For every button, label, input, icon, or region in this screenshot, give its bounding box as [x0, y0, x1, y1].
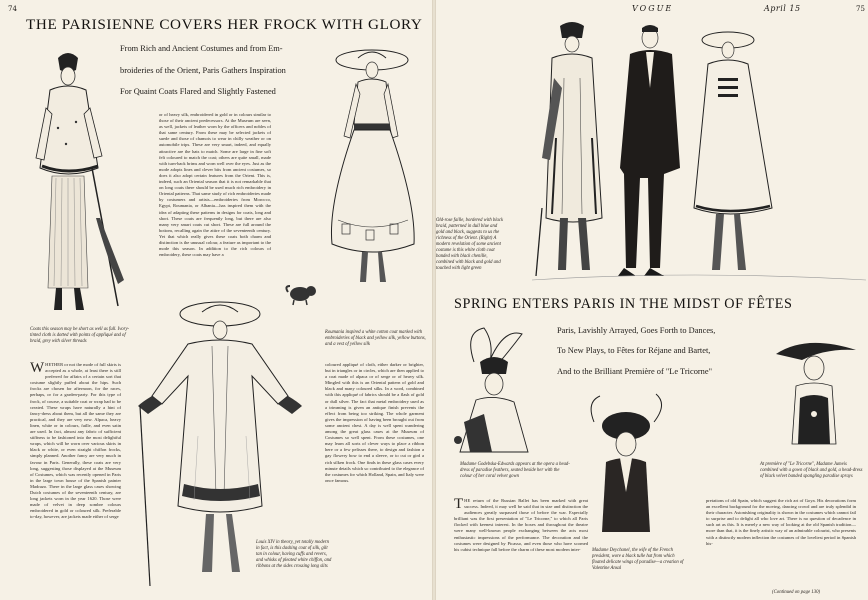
left-headline: THE PARISIENNE COVERS HER FROCK WITH GLORY	[26, 16, 423, 33]
right-page	[436, 0, 868, 600]
left-dropcap: W	[30, 362, 45, 376]
right-body-column-a-text: HE return of the Russian Ballet has been marked with great success. Indeed, it may well be said that in size and distinction the audiences greatly surpassed those of before the war. Especially brilliant was the first presentation of "Le Tricorne," to which all Paris flocked with keenest interest. In the boxes and throughout the theatre were many well-known people exchanging between the acts most enthusiastic impressions of the performance. The decoration and the costumes were designed by Picasso, and even those who have scorned his cubist technique fall before the charm of these most modern inter-	[454, 498, 588, 552]
left-page	[0, 0, 432, 600]
left-subhead-3: For Quaint Coats Flared and Slightly Fastened	[120, 87, 276, 96]
right-caption-deychanel: Madame Deychanel, the wife of the French president, wore a black tulle hat from which floated delicate wings of paradise—a creation of Valentine Ansal	[592, 548, 684, 571]
left-subhead-2: broideries of the Orient, Paris Gathers Inspiration	[120, 66, 286, 75]
feather-headdress-portrait-illustration	[444, 322, 548, 462]
paradise-spray-portrait-illustration	[766, 334, 866, 456]
left-body-column-a: or of heavy silk, embroidered in gold or in colours similar to those of their ancient predecessors. At the Museum are seen, as well, jackets of leather worn by the officers and nobles of that same century. From these may be selected jackets of suede and those of chamois to wear in chilly weather or on automobile trips. These are very smart, indeed, and equally attractive are the hats to match. Some are large in fine soft felt coloured to match the coat; others are quite small, made with turn-back brims and worn well over the eyes. Just as the mode adopts lines and clever bits from ancient costumes, so does it also adopt certain features from the Orient. This is, indeed, such an Oriental season that it is not remarkable that on long coats there should be used much rich embroidery in Oriental patterns. That same study of rich embroideries made by costumers and artists—embroideries from Morocco, Egypt, Roumania, or Albania—has inspired them with the idea of adapting these patterns in designs for coats, long and short. These coats are frequently long, but there are also many very smart coats cut short. These are full around the bottom, recalling again the attire of the seventeenth century. Yet that which really gives these coats both charm and distinction is the unusual colour, a feature as important to the mode this season. In addition to the rich colours of embroidery, these coats may have a	[159, 112, 271, 258]
three-figures-group-illustration	[532, 18, 866, 288]
full-skirt-figure-illustration	[310, 44, 428, 304]
left-body-column-c: coloured appliqué of cloth, either darker or brighter, but in triangles or in circles, which are then applied to a coat made of alpaca or of serge or of heavy silk. Mingled with this is an Oriental pattern of gold and black and many coloured silks. In a word, combined with this appliqué of fabrics should be a flash of gold or dull silver. The fact that metal embroidery used as a trimming is given an antique finish prevents the effect from being too striking. The whole garment gives the impression of having been brought out from some ancient chest. A day is well spent wandering among the great glass cases at the Museum of Costumes so well spent. From these costumes, one may learn all sorts of clever ways to place a ribbon here or a few pelisses there, to design and fashion a gay flowery bow to end a sleeve, or to cut or gird a rich silken frock. One finds in these glass cases every minute details which so contributed to the elegance of the costumes for which Holland, Spain, and Italy were once famous.	[325, 362, 424, 483]
right-caption-godebska: Madame Godebska-Edwards appears at the opera a head-dress of paradise feathers, seated beside her with the colour of her coral velvet gown	[460, 462, 570, 479]
left-folio: 74	[8, 5, 17, 13]
right-dropcap: T	[454, 498, 464, 512]
right-subhead-2: To New Plays, to Fêtes for Réjane and Bartet,	[557, 346, 711, 355]
left-caption-short-coat: Coats this season may be short as well as full. Ivory-tinted cloth is dotted with points of appliqué and of braid, grey with silver threads	[30, 327, 130, 344]
short-coat-figure-illustration	[18, 48, 130, 324]
left-subhead-1: From Rich and Ancient Costumes and from Em-	[120, 44, 283, 53]
right-body-column-a	[454, 498, 588, 596]
right-subhead-3: And to the Brilliant Première of "Le Tricorne"	[557, 367, 712, 376]
running-head: VOGUE	[632, 4, 674, 13]
right-caption-le-tricorne: At première of "Le Tricorne", Madame Jumeis combined with a gown of black and gold, a head-dress of black velvet banded spangling paradise sprays	[760, 462, 863, 479]
right-body-column-b: pretations of old Spain, which suggest the rich art of Goya. His decorations form an excellent background for the moving, dancing crowd and are truly splendid in their character. Astonishing originality is shown in the costumes which cannot fail to surprise and to delight all who love art. There is no question of decadence in such art as this. It is merely a new way of looking at the old Spanish tradition—more than that, it is the finely artistic way of an admirable colourist, who presents with a distinctly modern inflection the costumes of the loveliest period in Spanish his-	[706, 498, 856, 546]
right-folio: 75	[856, 5, 865, 13]
left-caption-roumania: Roumania inspired a white cotton coat marked with embroideries of black and yellow silk, yellow buttons, and a vest of yellow silk	[325, 330, 426, 347]
right-subhead-1: Paris, Lavishly Arrayed, Goes Forth to Dances,	[557, 326, 716, 335]
continued-note: (Continued on page 130)	[772, 590, 821, 595]
issue-date: April 15	[764, 4, 801, 13]
right-caption-old-rose-faille: Old-rose faille, bordered with black braid, patterned in dull blue and gold and black, suggests to us the richness of the Orient. (Right) A modern revelation of some ancient costume is this white cloth coat banded with black chenille, combined with black and gold and touched with light green	[436, 218, 504, 271]
left-caption-louis-xiv: Louis XIV in theory, yet totally modern in fact, is this dashing coat of silk, gilt tan in colour, having cuffs and revers, and whisks of pleated white chiffon, and ribbons at the sides crossing long slits	[256, 540, 332, 569]
left-body-column-b-text: HETHER or not the mode of full skirts is accepted as a whole, at least there is still preferred for affairs of a certain sort that costume slightly puffed about the hips. Such frocks are chosen for afternoon, for the races, perhaps, or for a garden-party. For this type of frock, of course, a suitable coat or wrap had to be created. These wraps have naturally a hint of fancy-dress about them, but all the same they are practical, and they are very new. Alpaca, heavy linen, white or in colours, faille, and even satin are used. In fact, almost any fabric of sufficient stiffness to be fashioned into the most delightful wraps, which will be worn over various skirts in black or white, or even straight chiffon frocks, simply planned. Another fancy are very much in favour in Paris. Generally, these coats are very long, suggesting those displayed at the Museum of Costumes, which was recently opened in Paris in the large town house of the Spanish painter Madrazo. There in the large glass cases showing Dutch costumes of the seventeenth century, are long jackets worn in the year 1620. Those were made of velvet in deep sombre colours embroidered in gold or coloured silk. Preferable to-day, however, are jackets made either of serge	[30, 362, 121, 520]
left-body-column-b	[30, 362, 121, 594]
black-tulle-hat-portrait-illustration	[580, 392, 674, 534]
right-headline: SPRING ENTERS PARIS IN THE MIDST OF FÊTES	[454, 296, 793, 312]
